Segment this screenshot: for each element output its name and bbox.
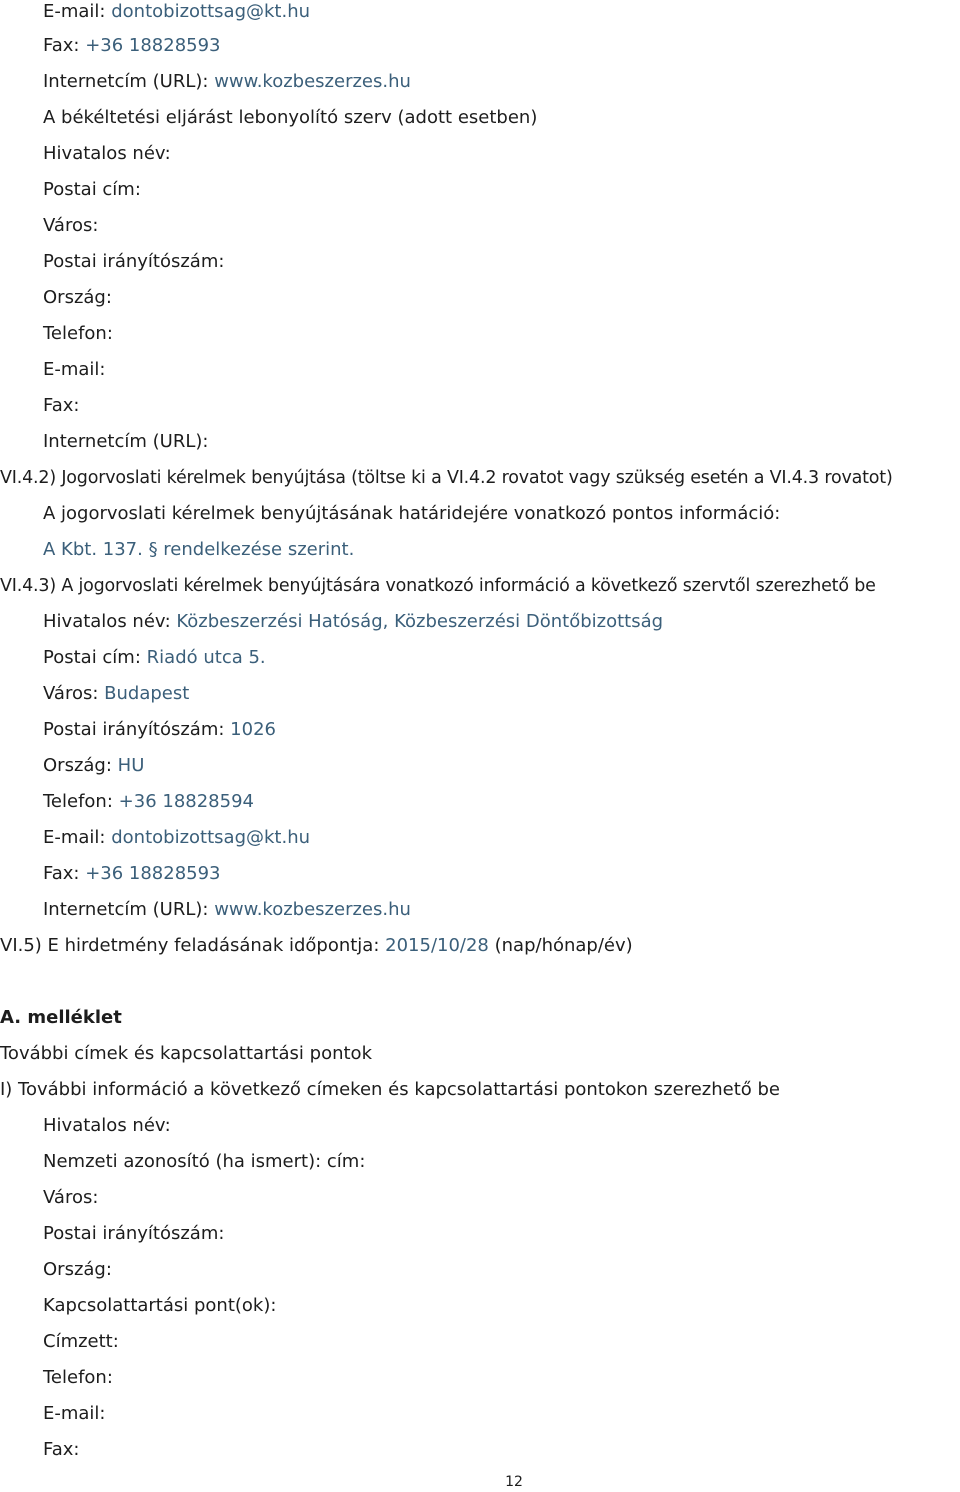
page-number: 12 [505,1474,523,1490]
mediation-zip-label: Postai irányítószám: [43,251,225,272]
vi43-zip-value: 1026 [230,719,276,740]
email-link[interactable]: dontobizottsag@kt.hu [111,1,311,22]
vi43-country-label: Ország: [43,755,112,776]
vi43-url-link[interactable]: www.kozbeszerzes.hu [214,899,411,920]
vi43-name-row [43,604,663,640]
mediation-postal-label: Postai cím: [43,179,141,200]
vi42-info-value: A Kbt. 137. § rendelkezése szerint. [43,539,355,560]
vi43-url-row [43,892,411,928]
vi43-phone-value: +36 18828594 [118,791,254,812]
mediation-city-label: Város: [43,215,99,236]
fax-row [43,28,221,64]
vi43-zip-row [43,712,276,748]
vi43-email-label: E-mail: [43,827,106,848]
vi43-heading: VI.4.3) A jogorvoslati kérelmek benyújtására vonatkozó információ a következő szervtől szerezhető be [0,576,876,596]
vi43-country-value: HU [117,755,145,776]
annex-zip-label: Postai irányítószám: [43,1223,225,1244]
annex-contact-label: Kapcsolattartási pont(ok): [43,1295,277,1316]
annex-fax-label: Fax: [43,1439,80,1460]
mediation-fax-label: Fax: [43,395,80,416]
vi43-email-row [43,820,310,856]
vi43-url-label: Internetcím (URL): [43,899,209,920]
annex-recipient-label: Címzett: [43,1331,119,1352]
vi43-city-value: Budapest [104,683,190,704]
vi5-date-format: (nap/hónap/év) [494,935,633,956]
vi42-info-label: A jogorvoslati kérelmek benyújtásának határidejére vonatkozó pontos információ: [43,503,781,524]
annex-subtitle: További címek és kapcsolattartási pontok [0,1043,372,1064]
vi43-country-row [43,748,144,784]
vi5-row [0,928,633,964]
vi43-phone-label: Telefon: [43,791,113,812]
vi5-label: VI.5) E hirdetmény feladásának időpontja: [0,935,380,956]
fax-value: +36 18828593 [85,35,221,56]
url-row [43,64,411,100]
vi43-city-row [43,676,189,712]
vi43-name-label: Hivatalos név: [43,611,171,632]
vi43-name-value: Közbeszerzési Hatóság, Közbeszerzési Döntőbizottság [176,611,664,632]
mediation-email-label: E-mail: [43,359,106,380]
email-row [43,0,310,30]
vi43-fax-row [43,856,221,892]
fax-label: Fax: [43,35,80,56]
vi43-fax-value: +36 18828593 [85,863,221,884]
vi43-zip-label: Postai irányítószám: [43,719,225,740]
annex-title: A. melléklet [0,1007,122,1028]
vi5-date-value: 2015/10/28 [385,935,489,956]
vi43-city-label: Város: [43,683,99,704]
vi43-postal-label: Postai cím: [43,647,141,668]
annex-city-label: Város: [43,1187,99,1208]
vi42-heading: VI.4.2) Jogorvoslati kérelmek benyújtása (töltse ki a VI.4.2 rovatot vagy szükség esetén a VI.4.3 rovatot) [0,468,893,488]
url-label: Internetcím (URL): [43,71,209,92]
vi43-postal-value: Riadó utca 5. [146,647,266,668]
mediation-phone-label: Telefon: [43,323,113,344]
vi43-fax-label: Fax: [43,863,80,884]
annex-phone-label: Telefon: [43,1367,113,1388]
annex-national-id-label: Nemzeti azonosító (ha ismert): cím: [43,1151,366,1172]
email-label: E-mail: [43,1,106,22]
annex-email-label: E-mail: [43,1403,106,1424]
mediation-name-label: Hivatalos név: [43,143,171,164]
mediation-url-label: Internetcím (URL): [43,431,209,452]
mediation-country-label: Ország: [43,287,112,308]
annex-country-label: Ország: [43,1259,112,1280]
url-link[interactable]: www.kozbeszerzes.hu [214,71,411,92]
vi43-postal-row [43,640,266,676]
annex-name-label: Hivatalos név: [43,1115,171,1136]
vi43-phone-row [43,784,254,820]
vi43-email-link[interactable]: dontobizottsag@kt.hu [111,827,311,848]
annex-section-heading: I) További információ a következő címeken és kapcsolattartási pontokon szerezhető be [0,1079,780,1100]
mediation-heading: A békéltetési eljárást lebonyolító szerv (adott esetben) [43,107,538,128]
